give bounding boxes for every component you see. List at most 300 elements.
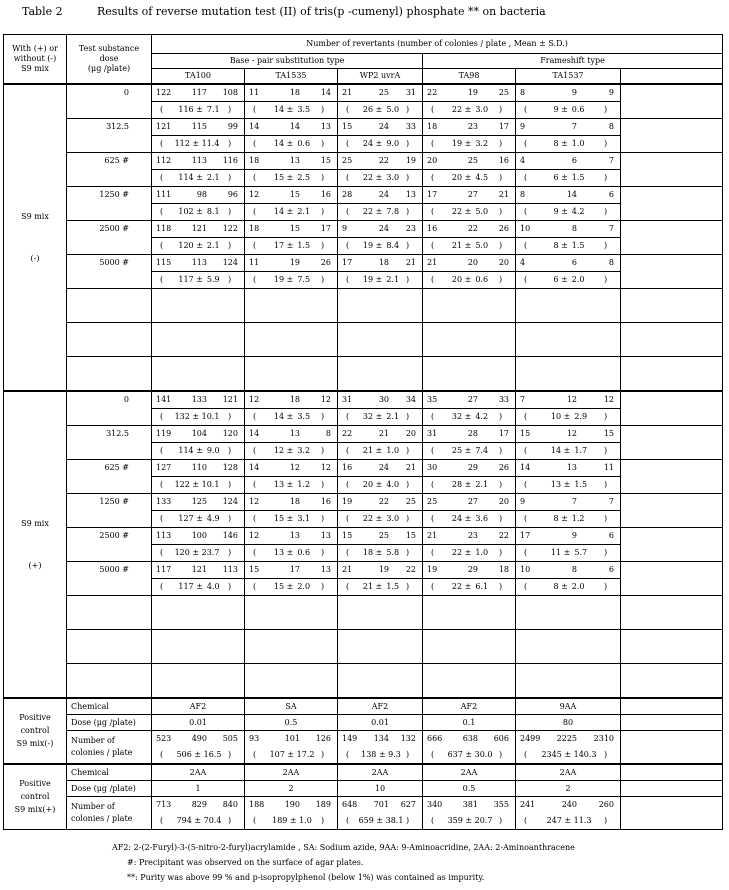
plate-count: 15 — [342, 122, 353, 131]
mean-value — [356, 173, 406, 183]
mean: 13 ± — [273, 480, 294, 489]
mean-value: 659 ± 38.1 — [358, 816, 404, 825]
dose-value: 2500 # — [67, 221, 152, 255]
mean-sd — [338, 101, 422, 118]
mean-sd — [338, 408, 422, 425]
paren-close: ) — [499, 582, 503, 591]
plate-count: 25 — [498, 88, 509, 97]
dose-header-line: Test substance — [78, 44, 140, 53]
plate-count: 22 — [378, 497, 389, 506]
blank-cell — [245, 664, 338, 699]
positive-label-line: Positive — [19, 713, 51, 722]
plate-count: 113 — [156, 531, 172, 540]
sd: 8.1 — [206, 207, 220, 216]
plate-count: 7 — [608, 156, 614, 165]
revertant-cell — [423, 153, 516, 187]
revertant-cell — [516, 221, 621, 255]
sd: 7.4 — [475, 446, 489, 455]
positive-dose: 1 — [152, 781, 245, 797]
mean: 117 ± — [178, 582, 203, 591]
paren-close: ) — [321, 412, 325, 421]
plate-count: 7 — [608, 497, 614, 506]
plate-count: 340 — [427, 800, 443, 809]
revertant-cell — [516, 460, 621, 494]
mean-sd — [423, 578, 515, 595]
blank-cell — [152, 596, 245, 630]
mean: 22 ± — [451, 105, 472, 114]
empty-cell — [621, 731, 723, 765]
paren-close: ) — [321, 207, 325, 216]
plate-counts — [516, 562, 620, 578]
empty-cell — [621, 153, 723, 187]
mean-sd — [245, 510, 337, 527]
mean-sd — [338, 544, 422, 561]
paren-close: ) — [406, 582, 410, 591]
plate-count: 2310 — [593, 734, 614, 743]
mean-sd — [152, 101, 244, 118]
revertant-cell — [423, 391, 516, 426]
sd: 2.0 — [571, 582, 585, 591]
mean-sd — [338, 237, 422, 254]
mean: 22 ± — [362, 207, 383, 216]
mean: 32 ± — [362, 412, 383, 421]
paren-close: ) — [604, 816, 608, 825]
header-row-1 — [4, 35, 723, 54]
paren-close: ) — [321, 514, 325, 523]
positive-count-cell — [152, 797, 245, 830]
positive-label-line: S9 mix(+) — [14, 805, 56, 814]
blank-cell — [67, 630, 152, 664]
blank-cell — [516, 357, 621, 392]
paren-open: ( — [524, 412, 528, 421]
blank-row — [4, 630, 723, 664]
paren-open: ( — [346, 241, 350, 250]
paren-close: ) — [228, 105, 232, 114]
plate-count: 16 — [498, 156, 509, 165]
plate-count: 355 — [493, 800, 509, 809]
plate-counts — [152, 392, 244, 408]
mean-sd — [338, 135, 422, 152]
sd: 9.0 — [206, 446, 220, 455]
paren-open: ( — [431, 173, 435, 182]
sd: 7.1 — [206, 105, 220, 114]
sd: 4.0 — [206, 582, 220, 591]
plate-count: 13 — [289, 429, 300, 438]
plate-counts — [245, 85, 337, 101]
mean-value — [356, 582, 406, 592]
footnote-precipitant: #: Precipitant was observed on the surface of agar plates. — [127, 858, 364, 867]
revertant-cell — [338, 153, 423, 187]
plate-count: 12 — [249, 497, 260, 506]
plate-count: 14 — [249, 429, 260, 438]
mean-sd — [152, 747, 244, 763]
plate-count: 13 — [320, 122, 331, 131]
positive-count-cell — [245, 731, 338, 765]
paren-close: ) — [228, 816, 232, 825]
dose-label: Dose (μg /plate) — [67, 715, 152, 731]
footnote-abbreviations: AF2: 2-(2-Furyl)-3-(5-nitro-2-furyl)acrylamide , SA: Sodium azide, 9AA: 9-Aminoacridine, 2AA: 2-Aminoanthracene — [112, 843, 575, 852]
paren-close: ) — [321, 241, 325, 250]
empty-cell — [621, 460, 723, 494]
plate-count: 381 — [462, 800, 478, 809]
plate-count: 16 — [342, 463, 353, 472]
mean-value — [356, 275, 406, 285]
paren-open: ( — [346, 816, 350, 825]
mean-value — [170, 105, 228, 115]
paren-close: ) — [604, 446, 608, 455]
mean-sd — [516, 813, 620, 829]
mean: 17 ± — [273, 241, 294, 250]
revertant-cell — [152, 84, 245, 119]
plate-count: 133 — [191, 395, 207, 404]
plate-count: 121 — [222, 395, 238, 404]
number-label — [67, 731, 152, 765]
revertant-cell — [245, 84, 338, 119]
blank-cell — [245, 323, 338, 357]
plate-count: 190 — [284, 800, 300, 809]
sd: 2.1 — [206, 241, 220, 250]
chemical-name: 9AA — [516, 698, 621, 715]
mean-value — [534, 548, 604, 558]
revertant-cell — [152, 460, 245, 494]
blank-cell — [516, 289, 621, 323]
plate-count: 25 — [378, 88, 389, 97]
mean-sd — [338, 813, 422, 829]
positive-dose: 0.5 — [245, 715, 338, 731]
mean-value — [534, 105, 604, 115]
plate-count: 132 — [400, 734, 416, 743]
plate-count: 15 — [320, 156, 331, 165]
paren-close: ) — [604, 139, 608, 148]
plate-count: 19 — [405, 156, 416, 165]
plate-counts — [245, 221, 337, 237]
mean-sd — [152, 476, 244, 493]
mean: 122 ± 10.1 — [174, 480, 220, 489]
mean-sd — [245, 203, 337, 220]
plate-counts — [338, 255, 422, 271]
mean-value — [441, 241, 499, 251]
plate-count: 12 — [320, 395, 331, 404]
plate-count: 15 — [249, 565, 260, 574]
plate-count: 17 — [289, 565, 300, 574]
plate-counts — [338, 460, 422, 476]
mean-value — [170, 241, 228, 251]
paren-open: ( — [524, 105, 528, 114]
plate-counts — [152, 153, 244, 169]
sd: 3.0 — [386, 173, 400, 182]
empty-cell — [621, 391, 723, 426]
plate-count: 21 — [405, 463, 416, 472]
plate-count: 26 — [320, 258, 331, 267]
plate-counts — [423, 255, 515, 271]
sd: 0.6 — [297, 548, 311, 557]
mean: 13 ± — [273, 548, 294, 557]
paren-open: ( — [160, 582, 164, 591]
paren-open: ( — [346, 582, 350, 591]
plate-count: 141 — [156, 395, 172, 404]
plate-count: 17 — [498, 429, 509, 438]
mean-value: 247 ± 11.3 — [546, 816, 592, 825]
plate-count: 606 — [493, 734, 509, 743]
plate-count: 19 — [289, 258, 300, 267]
plate-count: 22 — [405, 565, 416, 574]
mean-value — [534, 514, 604, 524]
plate-count: 8 — [325, 429, 331, 438]
plate-count: 17 — [498, 122, 509, 131]
mean: 120 ± — [178, 241, 203, 250]
plate-count: 21 — [427, 258, 438, 267]
plate-count: 16 — [427, 224, 438, 233]
mean: 22 ± — [362, 173, 383, 182]
plate-count: 6 — [608, 565, 614, 574]
plate-counts — [338, 494, 422, 510]
plate-counts — [152, 460, 244, 476]
mean-sd — [245, 813, 337, 829]
empty-cell — [621, 797, 723, 830]
dose-value: 312.5 — [67, 426, 152, 460]
paren-close: ) — [499, 750, 503, 759]
positive-dose-row — [4, 715, 723, 731]
plate-count: 8 — [571, 565, 577, 574]
revertant-cell — [338, 119, 423, 153]
plate-count: 25 — [467, 156, 478, 165]
mean: 22 ± — [451, 207, 472, 216]
s9-label: S9 mix — [21, 518, 49, 528]
mean-value — [534, 139, 604, 149]
mean-sd — [338, 442, 422, 459]
paren-close: ) — [228, 548, 232, 557]
plate-count: 17 — [342, 258, 353, 267]
plate-count: 15 — [603, 429, 614, 438]
mean: 20 ± — [451, 275, 472, 284]
paren-close: ) — [228, 207, 232, 216]
paren-open: ( — [431, 139, 435, 148]
positive-label-line: S9 mix(-) — [16, 739, 54, 748]
empty-cell — [621, 715, 723, 731]
dose-label: Dose (μg /plate) — [67, 781, 152, 797]
mean-sd — [423, 476, 515, 493]
paren-open: ( — [160, 275, 164, 284]
plate-counts — [338, 562, 422, 578]
plate-count: 101 — [284, 734, 300, 743]
plate-counts — [516, 797, 620, 813]
revertant-cell — [245, 528, 338, 562]
plate-count: 17 — [320, 224, 331, 233]
paren-open: ( — [253, 816, 257, 825]
blank-cell — [516, 596, 621, 630]
dose-row — [4, 187, 723, 221]
paren-close: ) — [406, 548, 410, 557]
paren-open: ( — [431, 514, 435, 523]
plate-count: 28 — [342, 190, 353, 199]
plate-counts — [423, 528, 515, 544]
mean: 8 ± — [553, 139, 568, 148]
positive-dose: 0.01 — [152, 715, 245, 731]
blank-cell — [67, 323, 152, 357]
plate-count: 9 — [520, 497, 526, 506]
mean: 10 ± — [550, 412, 571, 421]
plate-counts — [423, 426, 515, 442]
dose-row — [4, 221, 723, 255]
mean-sd — [245, 747, 337, 763]
plate-counts — [245, 255, 337, 271]
plate-count: 9 — [608, 88, 614, 97]
results-table — [3, 34, 723, 830]
chemical-name: 2AA — [423, 764, 516, 781]
paren-close: ) — [604, 173, 608, 182]
plate-counts — [245, 797, 337, 813]
mean-sd — [516, 271, 620, 288]
sd: 3.0 — [386, 514, 400, 523]
paren-open: ( — [160, 207, 164, 216]
mean-value — [441, 582, 499, 592]
number-label-line: colonies / plate — [71, 814, 133, 823]
plate-count: 19 — [467, 88, 478, 97]
plate-counts — [516, 494, 620, 510]
plate-count: 18 — [249, 224, 260, 233]
plate-counts — [152, 426, 244, 442]
paren-close: ) — [499, 105, 503, 114]
paren-open: ( — [253, 412, 257, 421]
s9-sign: (+) — [28, 560, 42, 570]
plate-count: 7 — [571, 122, 577, 131]
strain-header: TA100 — [152, 69, 245, 85]
paren-close: ) — [321, 139, 325, 148]
plate-count: 146 — [222, 531, 238, 540]
revertant-cell — [423, 528, 516, 562]
plate-count: 29 — [467, 463, 478, 472]
plate-count: 10 — [520, 565, 531, 574]
mean-sd — [423, 544, 515, 561]
mean-sd — [152, 442, 244, 459]
mean-sd — [245, 578, 337, 595]
mean-value — [170, 548, 228, 558]
revertant-cell — [338, 391, 423, 426]
plate-count: 21 — [498, 190, 509, 199]
sd: 2.1 — [297, 207, 311, 216]
dose-value: 312.5 — [67, 119, 152, 153]
plate-count: 98 — [196, 190, 207, 199]
mean: 6 ± — [553, 275, 568, 284]
paren-open: ( — [431, 480, 435, 489]
table-caption: Results of reverse mutation test (II) of tris(p -cumenyl) phosphate ** on bacteria — [97, 5, 546, 18]
paren-close: ) — [604, 412, 608, 421]
revertant-cell — [516, 84, 621, 119]
plate-count: 21 — [405, 258, 416, 267]
paren-open: ( — [524, 173, 528, 182]
plate-count: 117 — [191, 88, 207, 97]
plate-count: 12 — [603, 395, 614, 404]
paren-open: ( — [524, 446, 528, 455]
plate-counts — [152, 494, 244, 510]
paren-close: ) — [499, 412, 503, 421]
positive-control-label — [4, 698, 67, 764]
plate-counts — [338, 119, 422, 135]
number-label-line: Number of — [71, 736, 115, 745]
plate-count: 11 — [603, 463, 614, 472]
mean: 8 ± — [553, 241, 568, 250]
dose-row — [4, 426, 723, 460]
sd: 1.5 — [571, 241, 585, 250]
plate-count: 113 — [191, 156, 207, 165]
plate-counts — [516, 731, 620, 747]
plate-count: 15 — [289, 190, 300, 199]
plate-count: 13 — [320, 565, 331, 574]
mean-value — [263, 412, 321, 422]
plate-count: 18 — [427, 122, 438, 131]
mean-value — [263, 548, 321, 558]
dose-row — [4, 391, 723, 426]
mean-sd — [245, 476, 337, 493]
sd: 2.9 — [574, 412, 588, 421]
plate-count: 30 — [378, 395, 389, 404]
paren-open: ( — [253, 105, 257, 114]
mean-sd — [516, 408, 620, 425]
mean-value — [263, 446, 321, 456]
mean: 127 ± — [178, 514, 203, 523]
plate-counts — [423, 731, 515, 747]
plate-count: 648 — [342, 800, 358, 809]
paren-close: ) — [228, 275, 232, 284]
blank-cell — [338, 664, 423, 699]
plate-count: 113 — [191, 258, 207, 267]
plate-counts — [338, 187, 422, 203]
mean-sd — [338, 510, 422, 527]
mean-sd — [245, 169, 337, 186]
plate-count: 27 — [467, 190, 478, 199]
plate-count: 21 — [427, 531, 438, 540]
mean: 22 ± — [362, 514, 383, 523]
sd: 4.9 — [206, 514, 220, 523]
paren-open: ( — [253, 582, 257, 591]
plate-count: 2225 — [556, 734, 577, 743]
plate-count: 24 — [378, 224, 389, 233]
revertant-cell — [245, 255, 338, 289]
mean: 18 ± — [362, 548, 383, 557]
mean-sd — [152, 510, 244, 527]
plate-counts — [423, 187, 515, 203]
paren-close: ) — [499, 275, 503, 284]
plate-count: 14 — [566, 190, 577, 199]
plate-count: 4 — [520, 258, 526, 267]
mean-value — [263, 105, 321, 115]
plate-count: 122 — [156, 88, 172, 97]
mean-value — [534, 446, 604, 456]
sd: 2.1 — [206, 173, 220, 182]
sd: 9.0 — [386, 139, 400, 148]
plate-count: 701 — [373, 800, 389, 809]
plate-count: 18 — [289, 395, 300, 404]
paren-open: ( — [253, 207, 257, 216]
plate-count: 12 — [566, 395, 577, 404]
mean-value: 2345 ± 140.3 — [541, 750, 597, 759]
blank-cell — [338, 323, 423, 357]
paren-open: ( — [524, 514, 528, 523]
strain-header: TA98 — [423, 69, 516, 85]
positive-count-cell — [423, 731, 516, 765]
paren-close: ) — [321, 446, 325, 455]
plate-count: 523 — [156, 734, 172, 743]
sd: 4.2 — [475, 412, 489, 421]
revertant-cell — [338, 255, 423, 289]
plate-count: 25 — [427, 497, 438, 506]
dose-row — [4, 153, 723, 187]
paren-close: ) — [321, 275, 325, 284]
blank-cell — [152, 664, 245, 699]
plate-count: 9 — [571, 88, 577, 97]
plate-counts — [338, 85, 422, 101]
empty-cell — [621, 698, 723, 715]
